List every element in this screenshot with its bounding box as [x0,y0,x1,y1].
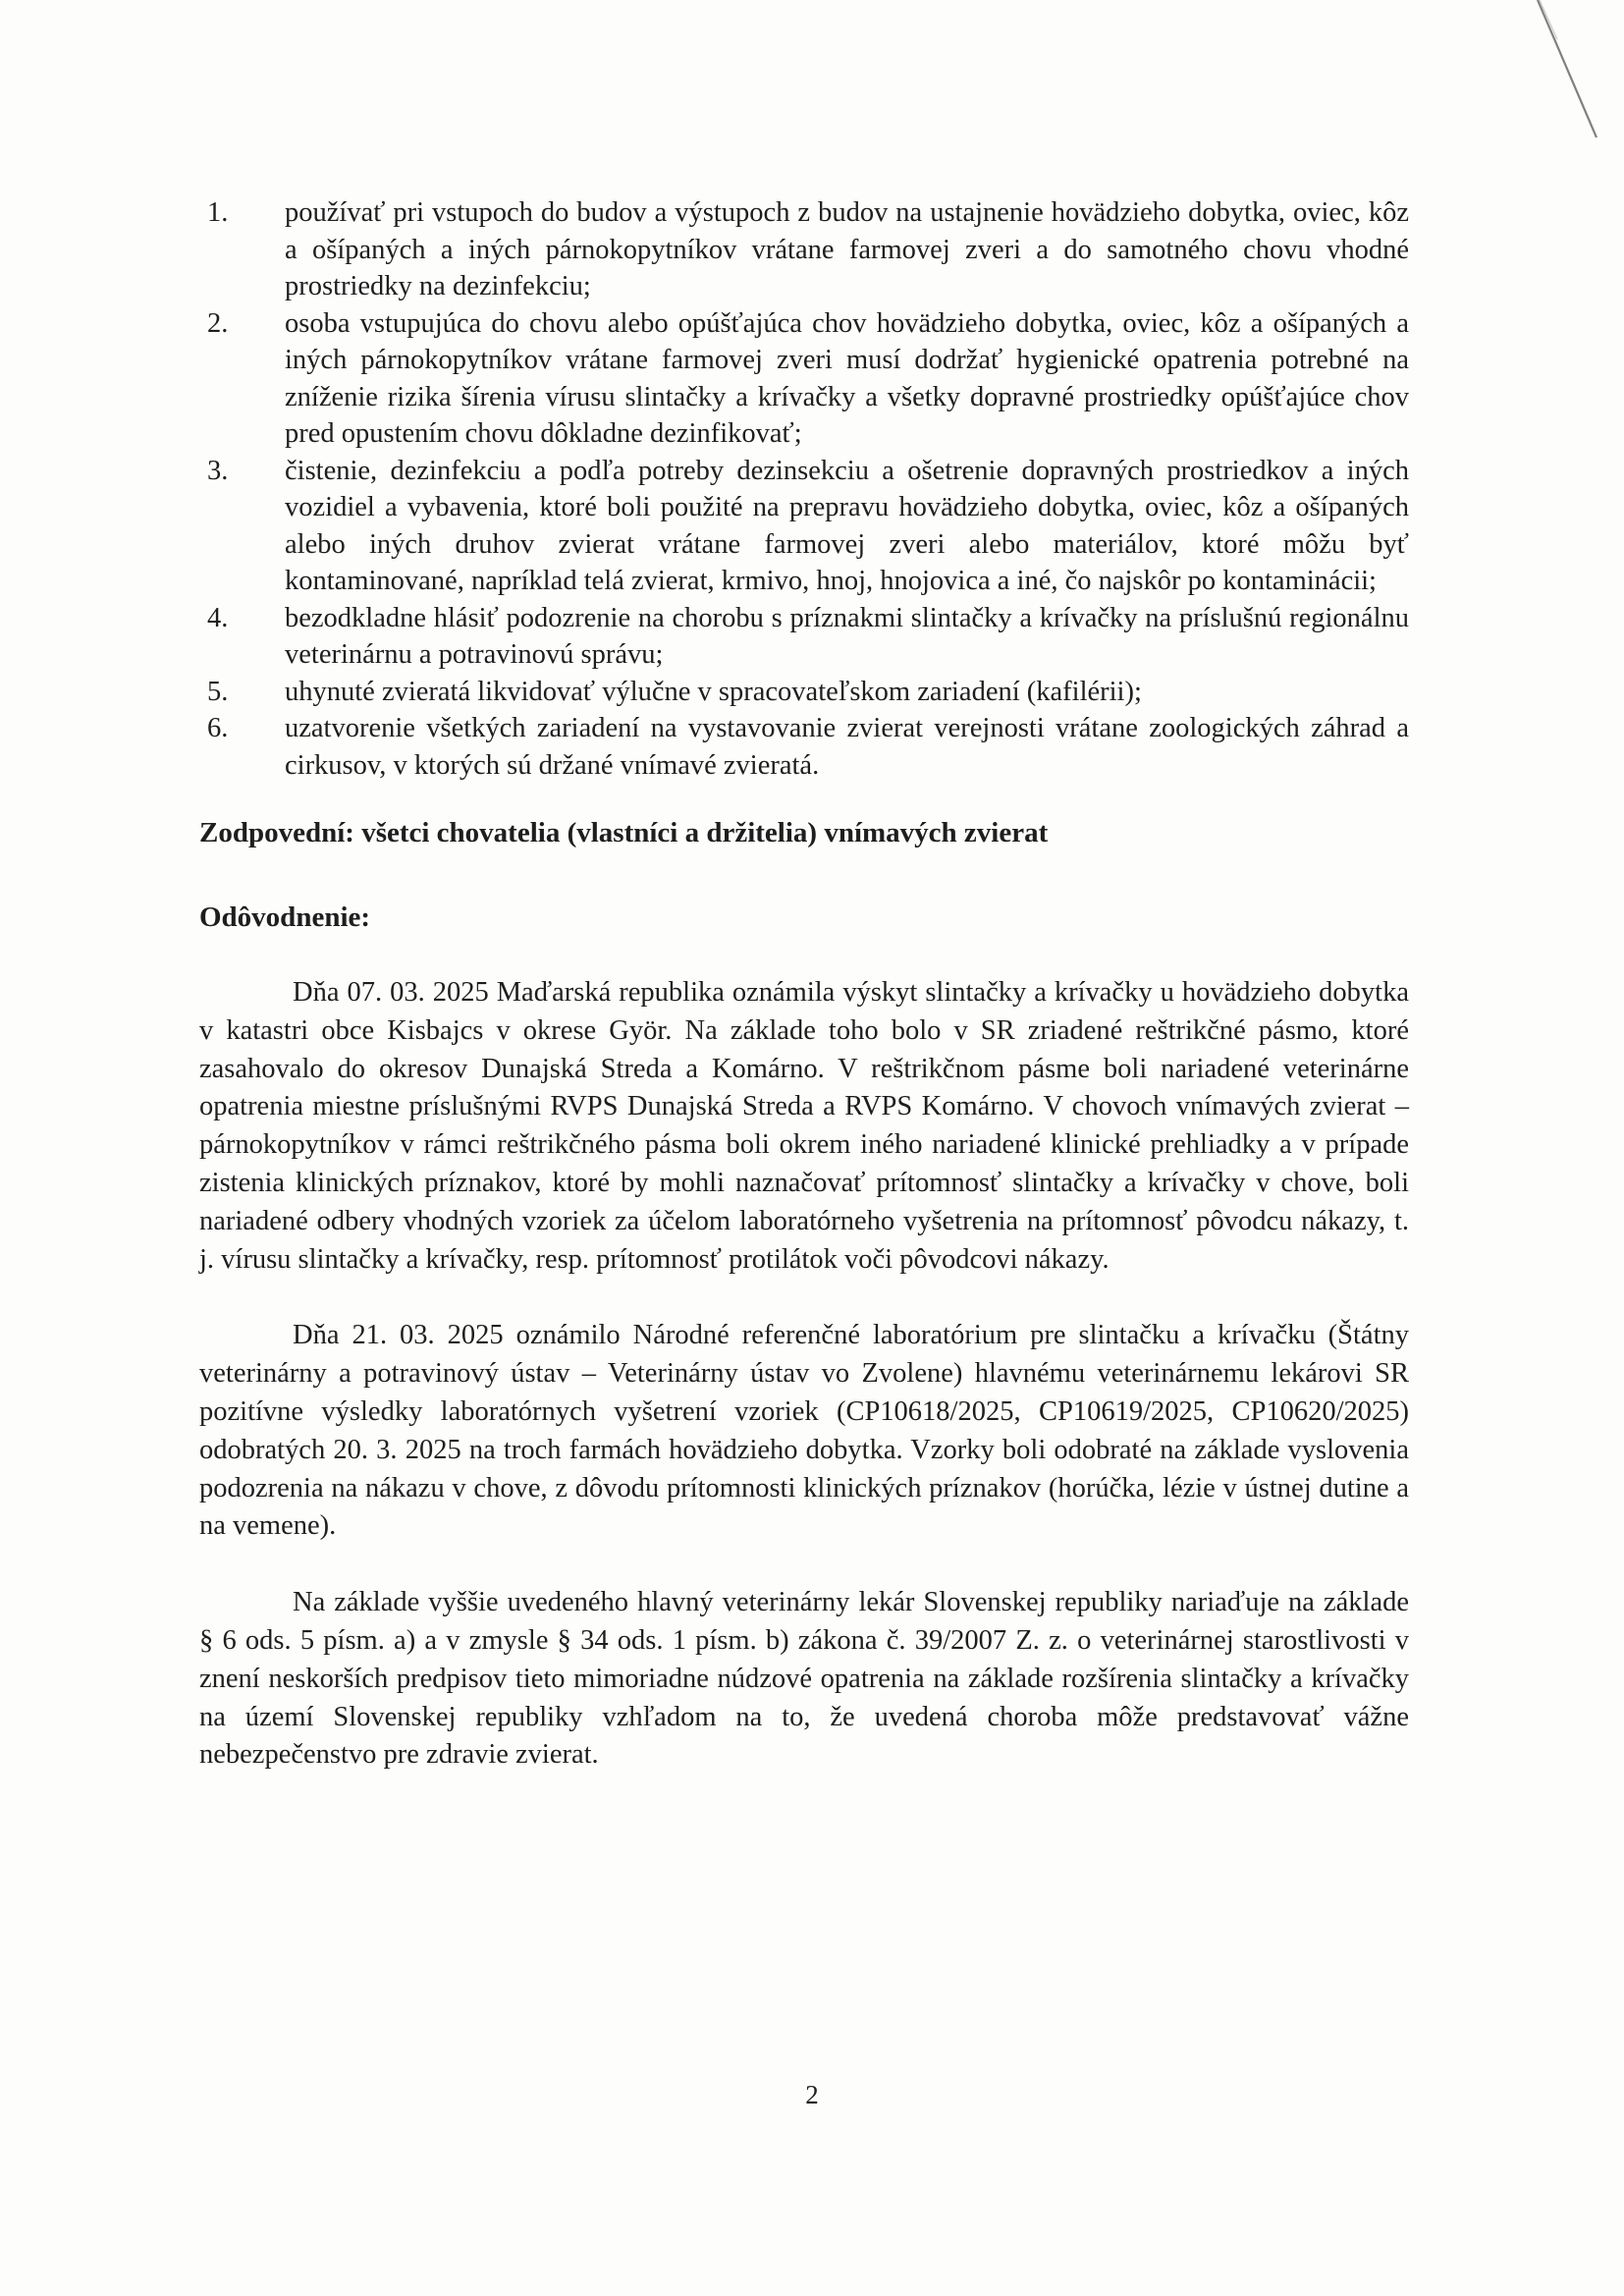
list-item-text: uhynuté zvieratá likvidovať výlučne v spracovateľskom zariadení (kafilérii); [285,676,1142,707]
list-item-text: bezodkladne hlásiť podozrenie na chorobu s príznakmi slintačky a krívačky na príslušnú regionálnu veterinárnu a potravinovú správu; [285,602,1409,670]
list-item [199,305,1409,453]
justification-paragraph: Dňa 07. 03. 2025 Maďarská republika oznámila výskyt slintačky a krívačky u hovädzieho dobytka v katastri obce Kisbajcs v okrese Györ. Na základe toho bolo v SR zriadené reštrikčné pásmo, ktoré zasahovalo do okresov Dunajská Streda a Komárno. V reštrikčnom pásme boli nariadené veterinárne opatrenia miestne príslušnými RVPS Dunajská Streda a RVPS Komárno. V chovoch vnímavých zvierat – párnokopytníkov v rámci reštrikčného pásma boli okrem iného nariadené klinické prehliadky a v prípade zistenia klinických príznakov, ktoré by mohli naznačovať prítomnosť slintačky a krívačky v chove, boli nariadené odbery vhodných vzoriek za účelom laboratórneho vyšetrenia na prítomnosť pôvodcu nákazy, t. j. vírusu slintačky a krívačky, resp. prítomnosť protilátok voči pôvodcovi nákazy. [199,977,1409,1275]
list-item [199,453,1409,600]
justification-paragraph: Dňa 21. 03. 2025 oznámilo Národné referenčné laboratórium pre slintačku a krívačku (Štátny veterinárny a potravinový ústav – Veterinárny ústav vo Zvolene) hlavnému veterinárnemu lekárovi SR pozitívne výsledky laboratórnych vyšetrení vzoriek (CP10618/2025, CP10619/2025, CP10620/2025) odobratých 20. 3. 2025 na troch farmách hovädzieho dobytka. Vzorky boli odobraté na základe vyslovenia podozrenia na nákazu v chove, z dôvodu prítomnosti klinických príznakov (horúčka, lézie v ústnej dutine a na vemene). [199,1320,1409,1542]
list-item-number: 5. [207,676,229,707]
responsible-parties: Zodpovední: všetci chovatelia (vlastníci a držitelia) vnímavých zvierat [199,817,1049,848]
list-item [199,710,1409,784]
list-item-number: 4. [207,602,229,633]
list-item-text: používať pri vstupoch do budov a výstupoch z budov na ustajnenie hovädzieho dobytka, oviec, kôz a ošípaných a iných párnokopytníkov vrátane farmovej zveri a do samotného chovu vhodné prostriedky na dezinfekciu; [285,197,1409,301]
scan-edge-mark [1528,0,1606,147]
justification-paragraph: Na základe vyššie uvedeného hlavný veterinárny lekár Slovenskej republiky nariaďuje na základe § 6 ods. 5 písm. a) a v zmysle § 34 ods. 1 písm. b) zákona č. 39/2007 Z. z. o veterinárnej starostlivosti v znení neskorších predpisov tieto mimoriadne núdzové opatrenia na základe rozšírenia slintačky a krívačky na území Slovenskej republiky vzhľadom na to, že uvedená choroba môže predstavovať vážne nebezpečenstvo pre zdravie zvierat. [199,1587,1409,1771]
list-item-number: 2. [207,307,229,339]
list-item-number: 6. [207,713,229,743]
list-item [199,674,1409,711]
document-body [199,194,1409,1775]
justification-heading: Odôvodnenie: [199,902,371,933]
list-item [199,600,1409,674]
list-item-number: 1. [207,197,229,228]
list-item-text: uzatvorenie všetkých zariadení na vystavovanie zvierat verejnosti vrátane zoologických záhrad a cirkusov, v ktorých sú držané vnímavé zvieratá. [285,713,1409,781]
list-item-text: osoba vstupujúca do chovu alebo opúšťajúca chov hovädzieho dobytka, oviec, kôz a ošípaných a iných párnokopytníkov vrátane farmovej zveri musí dodržať hygienické opatrenia potrebné na zníženie rizika šírenia vírusu slintačky a krívačky a všetky dopravné prostriedky opúšťajúce chov pred opustením chovu dôkladne dezinfikovať; [285,307,1409,449]
page-number: 2 [805,2080,819,2109]
list-item-text: čistenie, dezinfekciu a podľa potreby dezinsekciu a ošetrenie dopravných prostriedkov a iných vozidiel a vybavenia, ktoré boli použité na prepravu hovädzieho dobytka, oviec, kôz a ošípaných alebo iných druhov zvierat vrátane farmovej zveri alebo materiálov, ktoré môžu byť kontaminované, napríklad telá zvierat, krmivo, hnoj, hnojovica a iné, čo najskôr po kontaminácii; [285,455,1409,596]
measures-list [199,194,1409,784]
list-item-number: 3. [207,455,229,486]
list-item [199,194,1409,305]
